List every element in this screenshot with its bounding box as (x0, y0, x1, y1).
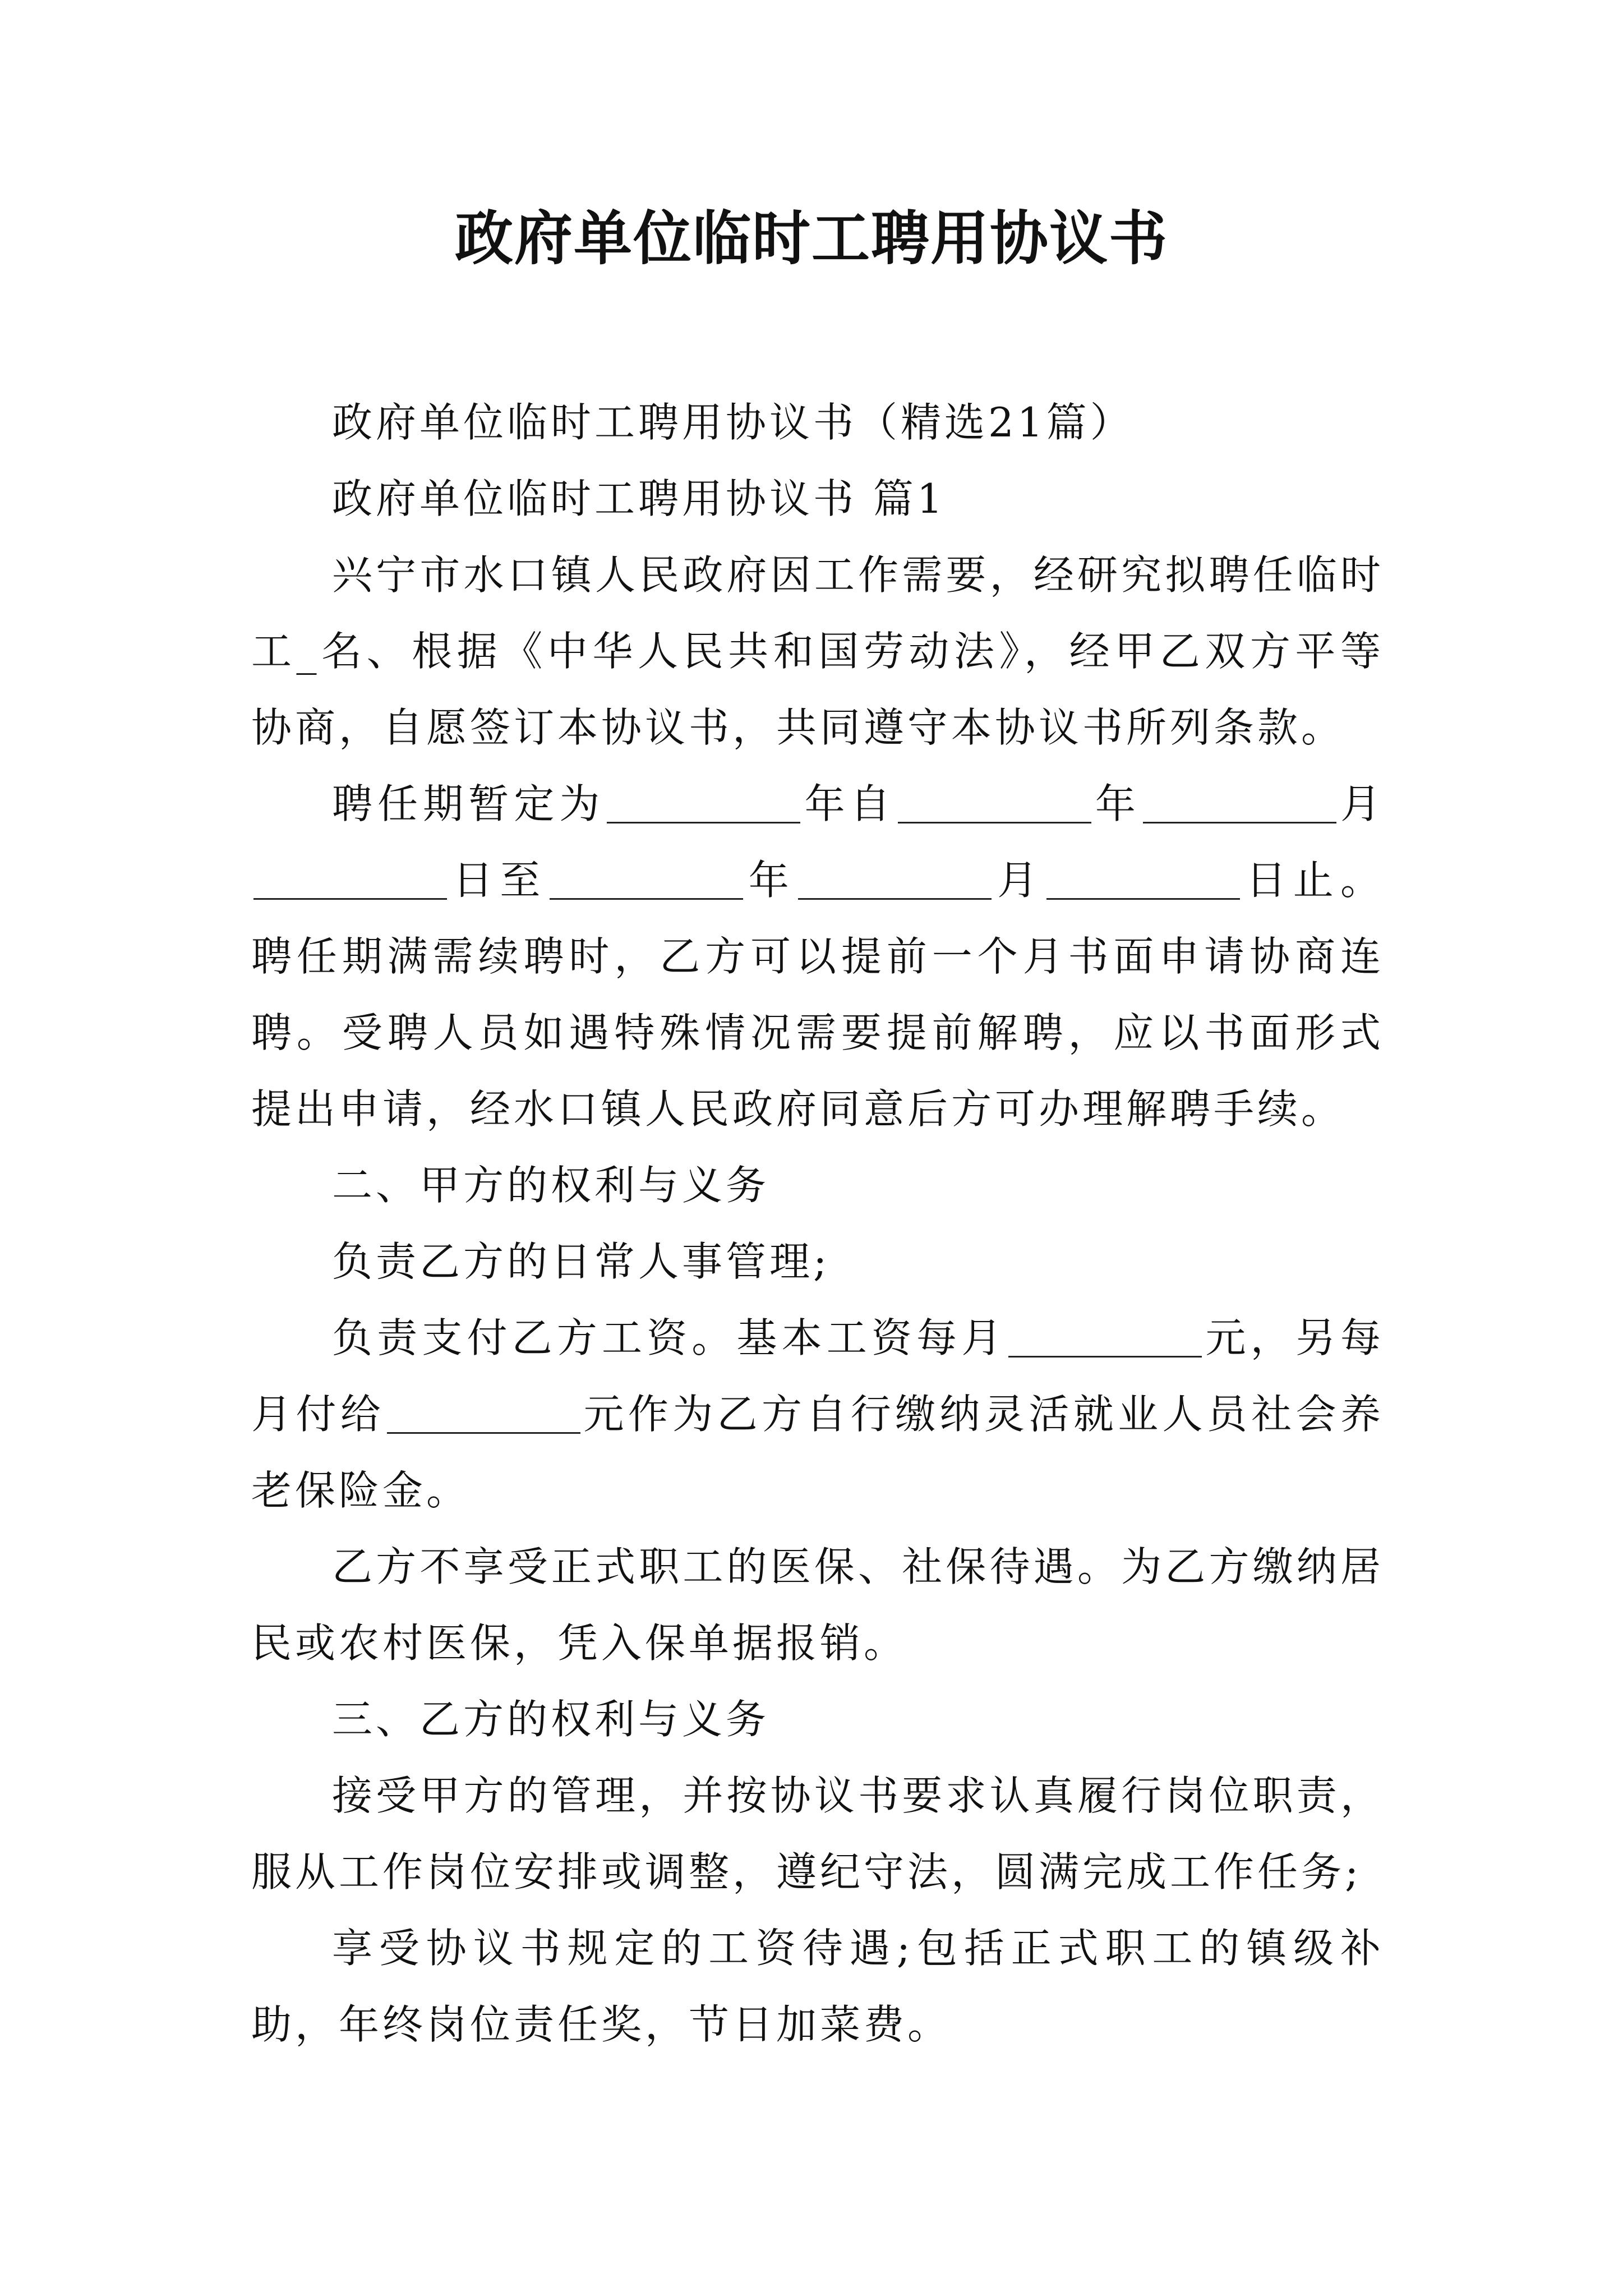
salary-text-c: 元作为乙方自行缴纳灵活就业人员社会养老保险金。 (251, 1391, 1384, 1514)
paragraph-benefits: 享受协议书规定的工资待遇;包括正式职工的镇级补助，年终岗位责任奖，节日加菜费。 (251, 1925, 1384, 2048)
term-text-c: 年 (1093, 780, 1141, 827)
blank-line (1008, 1317, 1202, 1358)
paragraph-personnel: 负责乙方的日常人事管理; (332, 1238, 831, 1285)
term-text-a: 聘任期暂定为 (332, 780, 605, 827)
term-text-d: 月 (1338, 780, 1384, 827)
paragraph-term (251, 766, 1384, 1147)
blank-line (607, 783, 800, 823)
blank-line (798, 859, 992, 900)
paragraph-salary (251, 1300, 1384, 1529)
blank-line (253, 859, 447, 900)
paragraph-insurance: 乙方不享受正式职工的医保、社保待遇。为乙方缴纳居民或农村医保，凭入保单据报销。 (251, 1543, 1384, 1667)
term-text-f: 年 (745, 857, 796, 904)
document-title: 政府单位临时工聘用协议书 (454, 204, 1168, 273)
term-text-h: 日止。聘任期满需续聘时，乙方可以提前一个月书面申请协商连聘。受聘人员如遇特殊情况需要提前解聘，应以书面形式提出申请，经水口镇人民政府同意后方可办理解聘手续。 (251, 857, 1384, 1133)
blank-line (1143, 783, 1336, 823)
salary-text-a: 负责支付乙方工资。基本工资每月 (332, 1314, 1007, 1361)
paragraph-duties: 接受甲方的管理，并按协议书要求认真履行岗位职责，服从工作岗位安排或调整，遵纪守法，圆满完成工作任务; (251, 1772, 1384, 1895)
blank-line (1046, 859, 1240, 900)
paragraph-section-heading: 政府单位临时工聘用协议书 篇1 (332, 475, 946, 522)
salary-text-b: 元，另每月付给 (251, 1314, 1384, 1438)
term-text-e: 日至 (449, 857, 547, 904)
blank-line (550, 859, 743, 900)
blank-line (898, 783, 1091, 823)
term-text-b: 年自 (803, 780, 896, 827)
blank-line (387, 1393, 580, 1434)
paragraph-party-a-heading: 二、甲方的权利与义务 (332, 1162, 770, 1209)
paragraph-intro: 兴宁市水口镇人民政府因工作需要，经研究拟聘任临时工_名、根据《中华人民共和国劳动法》，经甲乙双方平等协商，自愿签订本协议书，共同遵守本协议书所列条款。 (251, 551, 1384, 751)
paragraph-party-b-heading: 三、乙方的权利与义务 (332, 1696, 770, 1743)
paragraph-subtitle: 政府单位临时工聘用协议书（精选21篇） (332, 399, 1134, 446)
document-body (251, 384, 1384, 2063)
term-text-g: 月 (993, 857, 1045, 904)
